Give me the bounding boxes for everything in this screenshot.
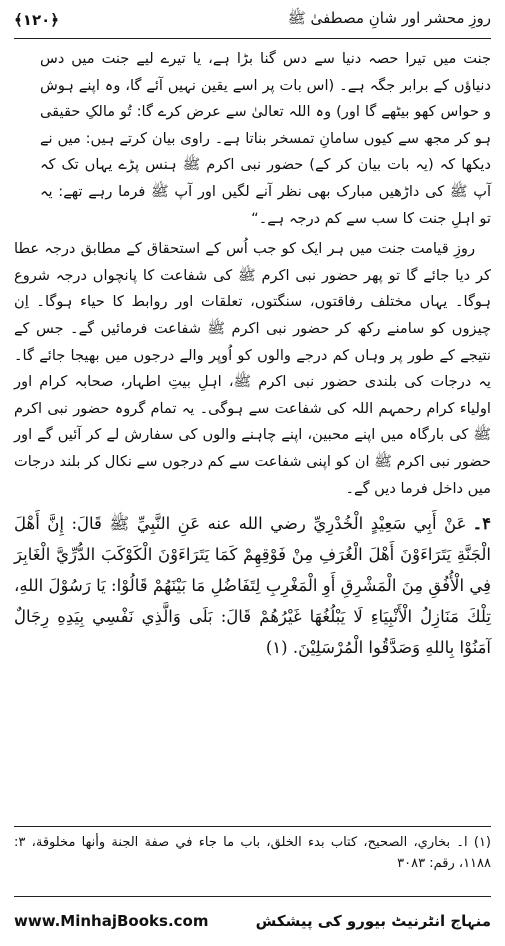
paragraph-quote: جنت میں تیرا حصہ دنیا سے دس گنا بڑا ہے، یا تیرے لیے جنت میں دس دنیاؤں کے برابر جگہ ہے۔ (اس بات پر اسے یقین نہیں آئے گا، وہ اپنے ہوش و حواس کھو بیٹھے گا اور) وہ اللہ تعالیٰ سے عرض کرے گا: تُو مالکِ حقیقی ہو کر مجھ سے کیوں سامانِ تمسخر بناتا ہے۔ راوی بیان کرتے ہیں: میں نے دیکھا کہ (یہ بات بیان کر کے) حضور نبی اکرم ﷺ ہنس پڑے یہاں تک کہ آپ ﷺ کی داڑھیں مبارک بھی نظر آنے لگیں اور آپ ﷺ فرما رہے تھے: یہ تو اہلِ جنت کا سب سے کم درجہ ہے۔“ bbox=[40, 50, 491, 227]
page-number: ﴿۱۲۰﴾ bbox=[14, 11, 60, 29]
hadith-text: عَنْ أَبِي سَعِيْدٍ الْخُدْرِيِّ رضي الله عنه عَنِ النَّبِيِّ ﷺ قَالَ: إِنَّ أَهْلَ الْجَنَّةِ يَتَرَاءَوْنَ أَهْلَ الْغُرَفِ مِنْ فَوْقِهِمْ كَمَا يَتَرَاءَوْنَ الْكَوْكَبَ الدُّرِّيَّ الْغَابِرَ فِي الْأُفُقِ مِنَ الْمَشْرِقِ أَوِ الْمَغْرِبِ لِتَفَاضُلِ مَا بَيْنَهُمْ قَالُوْا: يَا رَسُوْلَ اللهِ، تِلْكَ مَنَازِلُ الْأَنْبِيَاءِ لَا يَبْلُغُهَا غَيْرُهُمْ قَالَ: بَلَى وَالَّذِي نَفْسِي بِيَدِهِ رِجَالٌ آمَنُوْا بِاللهِ وَصَدَّقُوا الْمُرْسَلِيْنَ. (۱) bbox=[14, 514, 491, 658]
paragraph-main: روزِ قیامت جنت میں ہر ایک کو جب اُس کے استحقاق کے مطابق درجہ عطا کر دیا جائے گا تو پھر حضور نبی اکرم ﷺ کی شفاعت کا پانچواں درجہ شروع ہوگا۔ یہاں مختلف رفاقتوں، سنگتوں، تعلقات اور روابط کا حیاء ہوگا۔ اِن چیزوں کو سامنے رکھ کر حضور نبی اکرم ﷺ شفاعت فرمائیں گے۔ جس کے نتیجے کے طور پر وہاں کم درجے والوں کو اُوپر والے درجوں میں بھیجا جائے گا۔ یہ درجات کی بلندی حضور نبی اکرم ﷺ، اہلِ بیتِ اطہار، صحابہ کرام اور اولیاء کرام رحمہم اللہ کی شفاعت سے ہوگی۔ یہ تمام گروہ حضور نبی اکرم ﷺ کی بارگاہ میں اپنے محبین، اپنے چاہنے والوں کی سفارش لے کر آئیں گے اور حضور نبی اکرم ﷺ ان کو اپنی شفاعت سے کم درجوں سے نکال کر بلند درجات میں داخل فرما دیں گے۔ bbox=[14, 240, 491, 497]
footer-rule bbox=[14, 896, 491, 897]
website-link[interactable]: www.MinhajBooks.com bbox=[14, 912, 209, 930]
footnote: (۱) ا۔ بخاري، الصحيح، كتاب بدء الخلق، باب ما جاء في صفة الجنة وأنها مخلوقة، ۳: ۱۱۸۸، رقم: ۳۰۸۳ bbox=[14, 835, 491, 871]
page-footer bbox=[14, 904, 491, 938]
footnote-rule bbox=[14, 826, 491, 827]
header-rule bbox=[14, 38, 491, 39]
running-head-title: روزِ محشر اور شانِ مصطفیٰ ﷺ bbox=[287, 9, 491, 27]
body-text bbox=[14, 46, 491, 663]
page-header bbox=[14, 6, 491, 34]
hadith-arabic bbox=[14, 508, 491, 663]
hadith-number: ۴۔ bbox=[472, 514, 491, 534]
publisher-credit: منہاج انٹرنیٹ بیورو کی پیشکش bbox=[255, 912, 491, 930]
